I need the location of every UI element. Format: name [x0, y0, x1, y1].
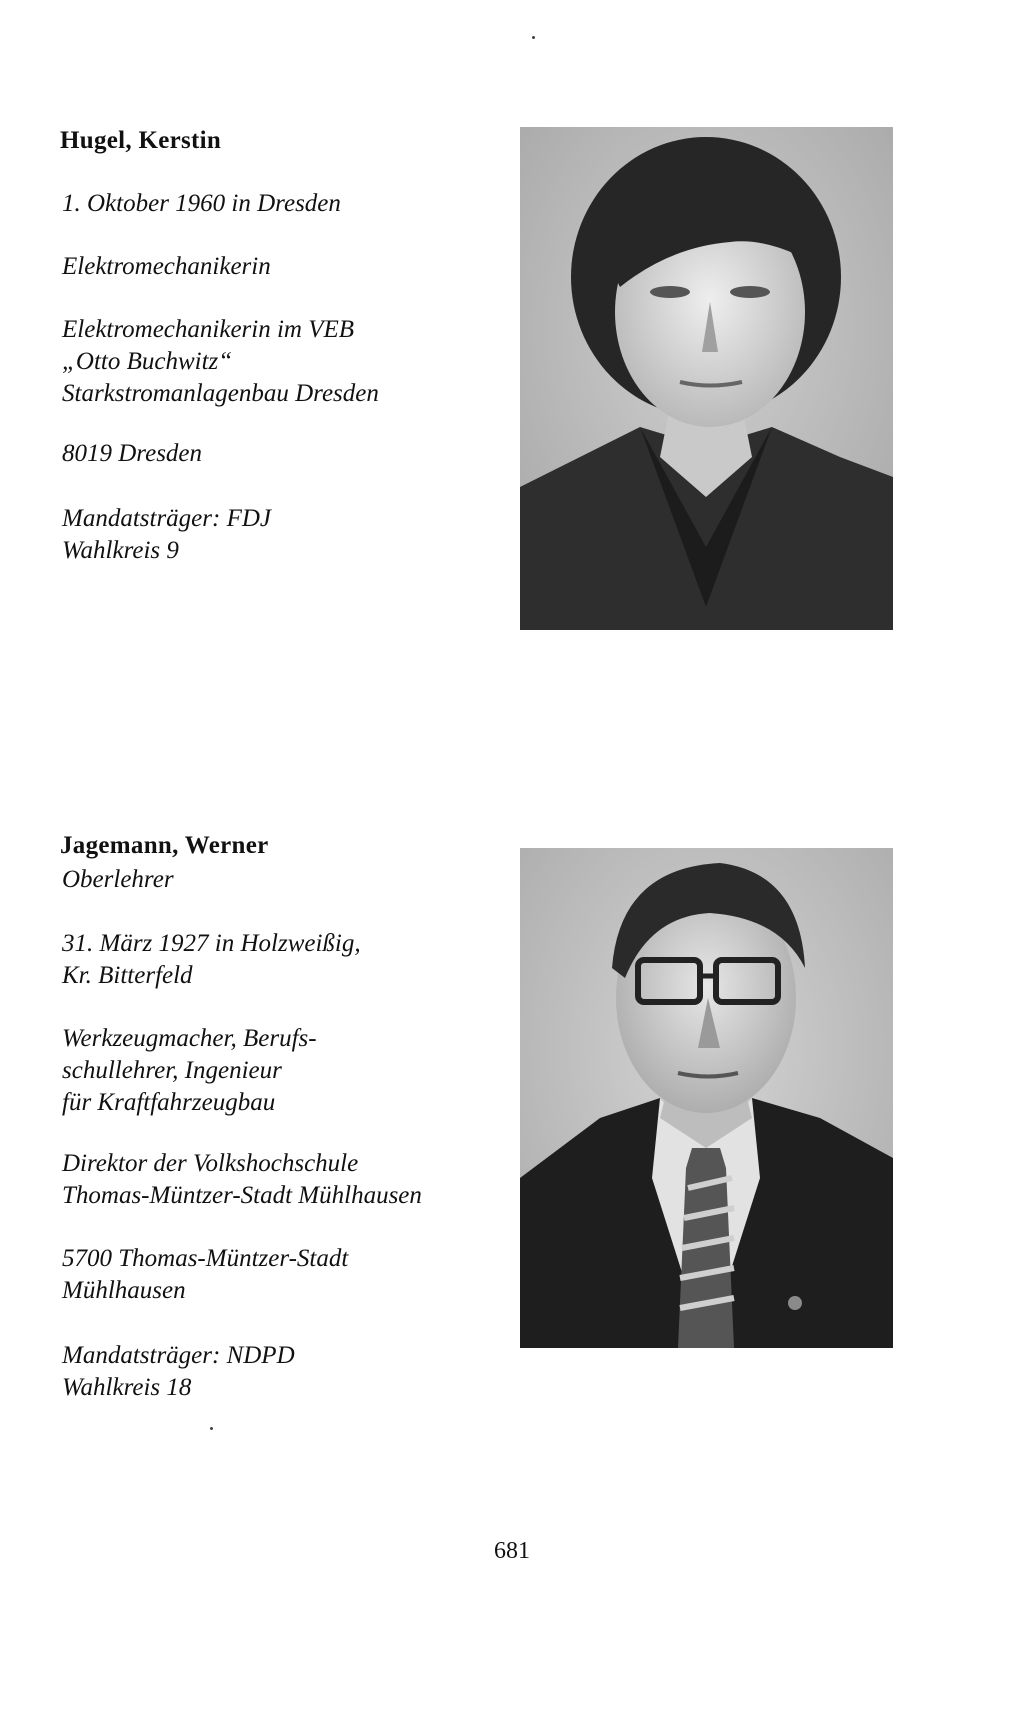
- entry-jagemann-werner: [0, 820, 1024, 1440]
- title: Oberlehrer: [62, 866, 174, 893]
- residence: 8019 Dresden: [62, 440, 203, 467]
- scan-speck: [210, 1427, 213, 1430]
- entry-hugel-kerstin: [0, 0, 1024, 700]
- entry-name: Hugel, Kerstin: [60, 127, 222, 154]
- profession-line-3: für Kraftfahrzeugbau: [62, 1089, 276, 1116]
- portrait-photo-woman: [520, 127, 893, 630]
- entry-name: Jagemann, Werner: [60, 832, 269, 859]
- portrait-man-icon: [520, 848, 893, 1348]
- birth-info: 1. Oktober 1960 in Dresden: [62, 190, 341, 217]
- profession-line-2: schullehrer, Ingenieur: [62, 1057, 282, 1084]
- constituency: Wahlkreis 9: [62, 537, 179, 564]
- mandate: Mandatsträger: FDJ: [62, 505, 271, 532]
- page-number: 681: [494, 1538, 530, 1564]
- scan-speck: [532, 36, 535, 39]
- workplace-line-3: Starkstromanlagenbau Dresden: [62, 380, 379, 407]
- residence-line-2: Mühlhausen: [62, 1277, 186, 1304]
- workplace-line-2: „Otto Buchwitz“: [62, 348, 233, 375]
- profession-line-1: Werkzeugmacher, Berufs-: [62, 1025, 317, 1052]
- constituency: Wahlkreis 18: [62, 1374, 192, 1401]
- mandate: Mandatsträger: NDPD: [62, 1342, 295, 1369]
- portrait-photo-man: [520, 848, 893, 1348]
- residence-line-1: 5700 Thomas-Müntzer-Stadt: [62, 1245, 349, 1272]
- birth-info-line-1: 31. März 1927 in Holzweißig,: [62, 930, 361, 957]
- profession: Elektromechanikerin: [62, 253, 271, 280]
- workplace-line-1: Direktor der Volkshochschule: [62, 1150, 359, 1177]
- birth-info-line-2: Kr. Bitterfeld: [62, 962, 193, 989]
- workplace-line-2: Thomas-Müntzer-Stadt Mühlhausen: [62, 1182, 422, 1209]
- workplace-line-1: Elektromechanikerin im VEB: [62, 316, 355, 343]
- portrait-woman-icon: [520, 127, 893, 630]
